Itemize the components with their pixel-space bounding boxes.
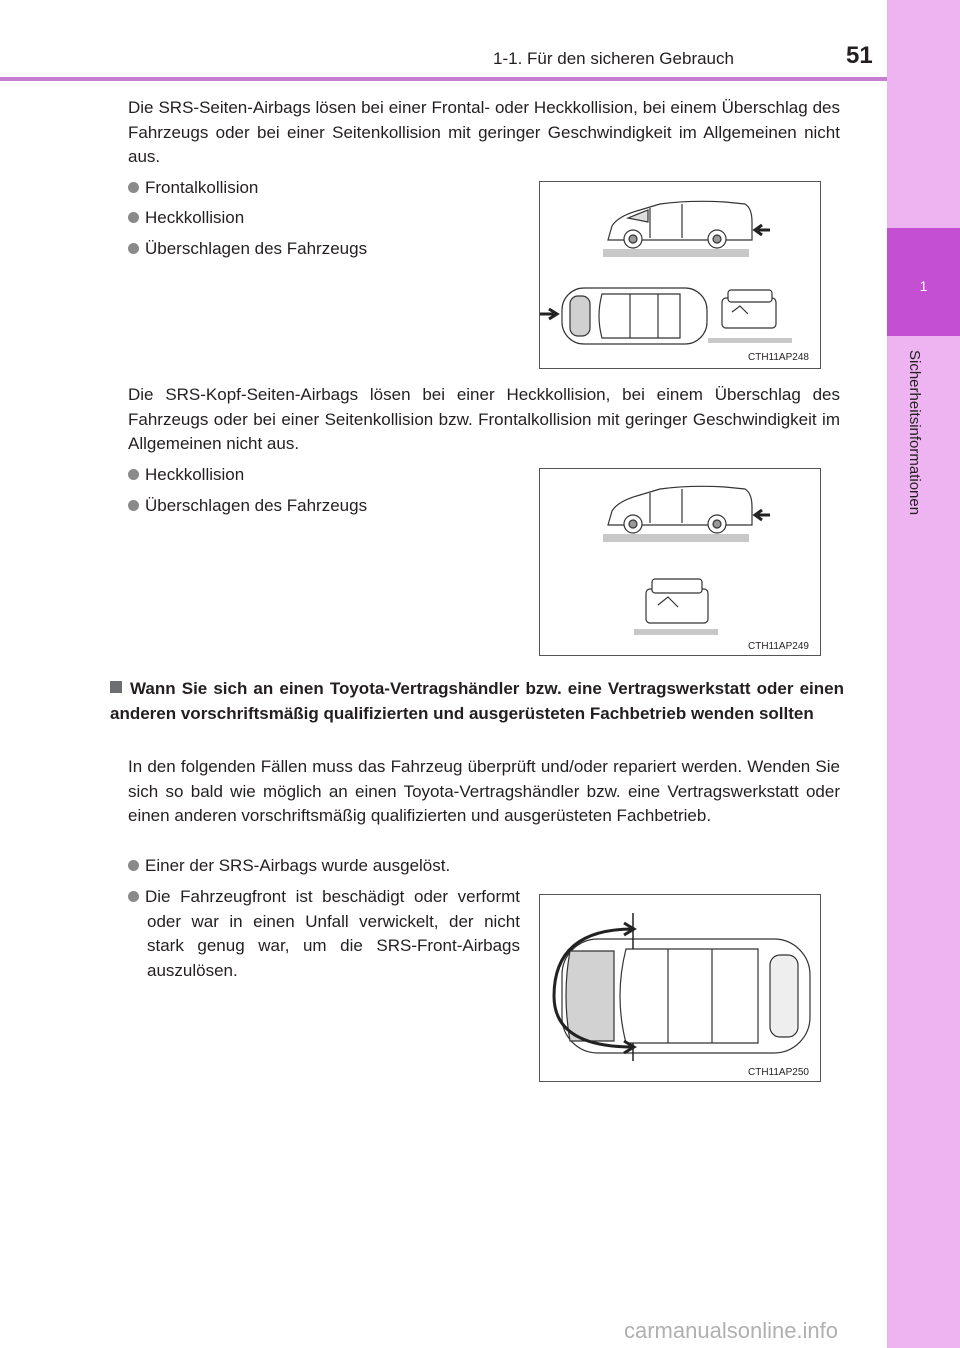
- list-item: Überschlagen des Fahrzeugs: [128, 494, 367, 519]
- car-collision-illustration: [540, 469, 820, 655]
- car-front-damage-illustration: [540, 895, 820, 1081]
- side-tab: [887, 0, 960, 1348]
- figure-collisions-side: [539, 181, 821, 369]
- figure-code: CTH11AP250: [748, 1067, 809, 1078]
- bullet-icon: [128, 212, 139, 223]
- figure-collisions-curtain: [539, 468, 821, 656]
- list-item: Heckkollision: [128, 206, 244, 231]
- section-title: 1-1. Für den sicheren Gebrauch: [493, 49, 734, 68]
- bullet-icon: [128, 182, 139, 193]
- section-heading: Wann Sie sich an einen Toyota-Vertragshändler bzw. eine Vertragswerkstatt oder einen anderen vorschriftsmäßig qualifizierten und ausgerüsteten Fachbetrieb wenden sollten: [110, 679, 844, 723]
- list-item: Überschlagen des Fahrzeugs: [128, 237, 367, 262]
- figure-code: CTH11AP249: [748, 641, 809, 652]
- paragraph-curtain-airbags: Die SRS-Kopf-Seiten-Airbags lösen bei einer Heckkollision, bei einem Überschlag des Fahrzeugs oder bei einer Seitenkollision bzw. Frontalkollision mit geringer Geschwindigkeit im Allgemeinen nicht aus.: [128, 385, 840, 453]
- paragraph-inspection: In den folgenden Fällen muss das Fahrzeug überprüft und/oder repariert werden. Wenden Sie sich so bald wie möglich an einen Toyota-Vertragshändler bzw. eine Vertragswerkstatt oder einen anderen vorschriftsmäßig qualifizierten und ausgerüsteten Fachbetrieb.: [128, 757, 840, 825]
- car-collision-illustration: [540, 182, 820, 368]
- bullet-icon: [128, 469, 139, 480]
- bullet-icon: [128, 891, 139, 902]
- chapter-number: 1: [919, 278, 928, 294]
- figure-front-damage: [539, 894, 821, 1082]
- figure-code: CTH11AP248: [748, 352, 809, 363]
- list-item: Frontalkollision: [128, 176, 258, 201]
- bullet-icon: [128, 500, 139, 511]
- bullet-icon: [128, 243, 139, 254]
- chapter-label: Sicherheitsinformationen: [906, 350, 923, 516]
- header-rule: [0, 77, 887, 81]
- paragraph-side-airbags: Die SRS-Seiten-Airbags lösen bei einer Frontal- oder Heckkollision, bei einem Überschlag des Fahrzeugs oder bei einer Seitenkollision mit geringer Geschwindigkeit im Allgemeinen nicht aus.: [128, 98, 840, 166]
- page-number: 51: [846, 42, 873, 69]
- watermark: carmanualsonline.info: [624, 1318, 839, 1343]
- list-item: Die Fahrzeugfront ist beschädigt oder verformt oder war in einen Unfall verwickelt, der nicht stark genug war, um die SRS-Front-Airbags auszulösen.: [128, 885, 520, 983]
- square-bullet-icon: [110, 681, 122, 693]
- list-item: Einer der SRS-Airbags wurde ausgelöst.: [128, 854, 450, 879]
- list-item: Heckkollision: [128, 463, 244, 488]
- bullet-icon: [128, 860, 139, 871]
